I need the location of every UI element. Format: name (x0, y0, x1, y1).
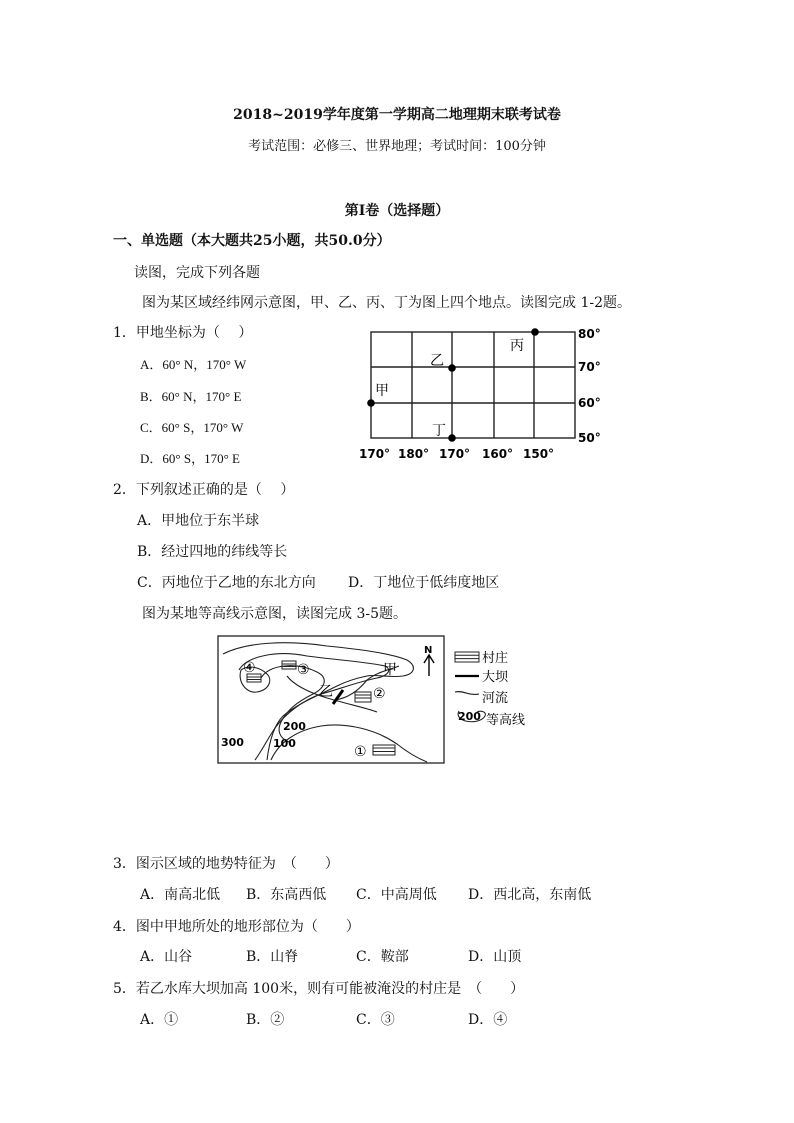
lon-label-170w: 170° (359, 447, 391, 461)
legend (455, 650, 525, 728)
ding-label: 丁 (432, 423, 446, 439)
q2-option-c[interactable]: C．丙地位于乙地的东北方向 (137, 575, 316, 591)
yi-site-label: 乙 (319, 684, 333, 700)
contour-label-200: 200 (283, 720, 306, 733)
exam-subtitle: 考试范围：必修三、世界地理；考试时间：100分钟 (248, 139, 546, 154)
lon-label-170e: 170° (439, 447, 471, 461)
north-arrow-icon (424, 645, 434, 676)
lat-label-60: 60° (578, 396, 601, 410)
jia-label: 甲 (375, 383, 389, 399)
village-icon (455, 652, 479, 662)
village-marker-3: ③ (297, 662, 310, 678)
ding-point (448, 434, 456, 442)
lon-label-160: 160° (482, 447, 514, 461)
village-1-icon (373, 745, 395, 755)
lat-label-80: 80° (578, 327, 601, 341)
q4-option-d[interactable]: D．山顶 (468, 949, 522, 965)
q2-stem: 2．下列叙述正确的是（ ） (113, 482, 295, 498)
group1-stem: 图为某区域经纬网示意图，甲、乙、丙、丁为图上四个地点。读图完成 1-2题。 (142, 295, 631, 311)
q4-stem: 4．图中甲地所处的地形部位为（ ） (113, 919, 360, 935)
legend-dam-label: 大坝 (482, 670, 509, 685)
q5-option-b[interactable]: B．② (246, 1012, 285, 1028)
yi-label: 乙 (430, 353, 444, 369)
yi-point (448, 364, 456, 372)
q4-option-c[interactable]: C．鞍部 (356, 949, 409, 965)
jia-point (367, 399, 375, 407)
legend-contour-value: 200 (458, 710, 481, 723)
q2-option-a[interactable]: A．甲地位于东半球 (137, 513, 260, 529)
q3-option-c[interactable]: C．中高周低 (356, 887, 437, 903)
legend-village-label: 村庄 (482, 651, 509, 666)
q1-option-b[interactable]: B．60° N，170° E (140, 389, 242, 404)
contour-map (217, 634, 547, 766)
bing-label: 丙 (510, 338, 524, 354)
village-marker-2: ② (373, 686, 386, 702)
lon-label-150: 150° (523, 447, 555, 461)
bing-point (531, 328, 539, 336)
exam-title: 2018~2019学年度第一学期高二地理期末联考试卷 (233, 107, 561, 123)
jia-site-label: 甲 (383, 662, 397, 678)
river-icon (455, 692, 479, 695)
q2-option-d[interactable]: D．丁地位于低纬度地区 (348, 575, 500, 591)
lon-label-180: 180° (398, 447, 430, 461)
village-3-icon (282, 661, 296, 669)
part-title: 一、单选题（本大题共25小题，共50.0分） (113, 233, 391, 249)
group2-stem: 图为某地等高线示意图，读图完成 3-5题。 (142, 606, 407, 622)
q5-option-a[interactable]: A．① (140, 1012, 179, 1028)
q4-option-b[interactable]: B．山脊 (246, 949, 299, 965)
section-title: 第Ⅰ卷（选择题） (344, 203, 450, 219)
q3-stem: 3．图示区域的地势特征为 （ ） (113, 856, 339, 872)
legend-contour-label: 等高线 (486, 713, 526, 728)
village-2-icon (355, 692, 371, 702)
intro-text: 读图，完成下列各题 (134, 265, 260, 281)
q5-option-c[interactable]: C．③ (356, 1012, 395, 1028)
svg-text:N: N (424, 645, 433, 656)
contour-label-300: 300 (221, 736, 244, 749)
q4-option-a[interactable]: A．山谷 (140, 949, 193, 965)
lat-label-70: 70° (578, 360, 601, 374)
contour-label-100: 100 (273, 737, 296, 750)
lat-lon-grid-map (352, 322, 612, 467)
q1-option-c[interactable]: C．60° S，170° W (140, 420, 244, 435)
legend-river-label: 河流 (482, 691, 509, 706)
lat-label-50: 50° (578, 431, 601, 445)
village-marker-4: ④ (243, 660, 256, 676)
q3-option-b[interactable]: B．东高西低 (246, 887, 327, 903)
q5-option-d[interactable]: D．④ (468, 1012, 508, 1028)
q3-option-d[interactable]: D．西北高，东南低 (468, 887, 592, 903)
q1-option-a[interactable]: A．60° N，170° W (140, 357, 247, 372)
q1-stem: 1．甲地坐标为（ ） (113, 325, 253, 341)
q1-option-d[interactable]: D．60° S，170° E (140, 451, 240, 466)
q2-option-b[interactable]: B．经过四地的纬线等长 (137, 544, 288, 560)
village-marker-1: ① (354, 744, 367, 760)
q5-stem: 5．若乙水库大坝加高 100米，则有可能被淹没的村庄是 （ ） (113, 981, 525, 997)
q3-option-a[interactable]: A．南高北低 (140, 887, 221, 903)
